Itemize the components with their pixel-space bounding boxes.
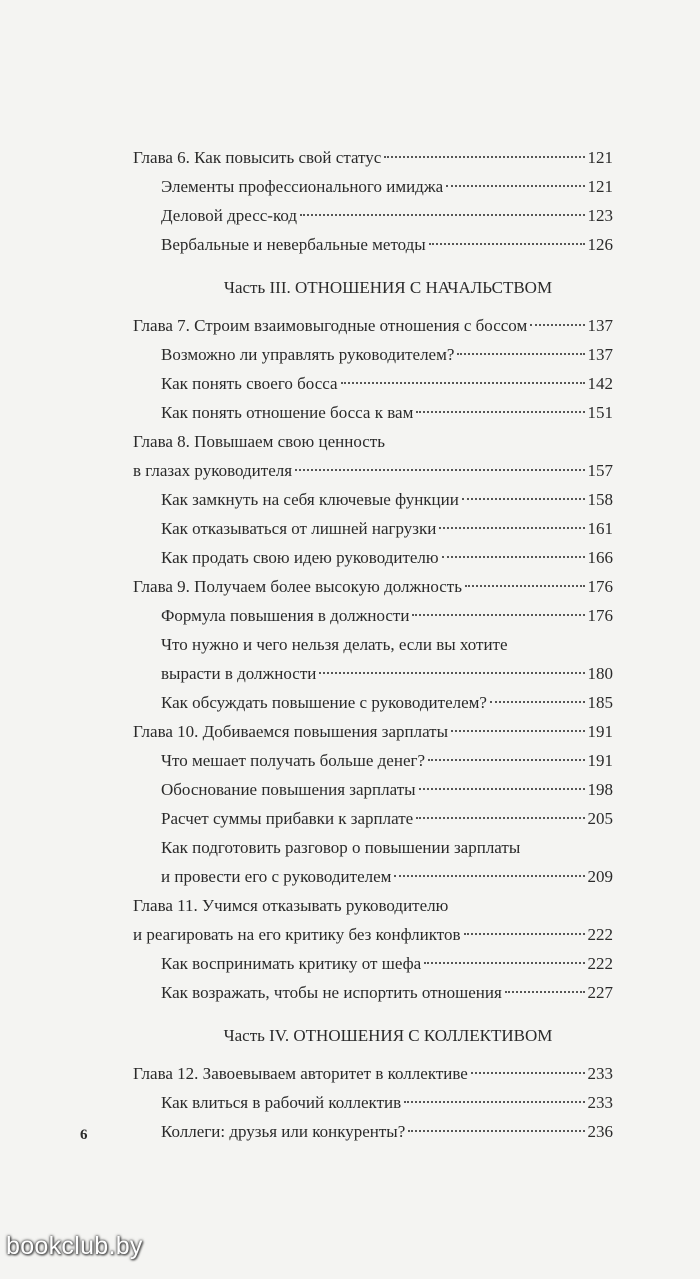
- dot-leader: [490, 701, 585, 703]
- toc-entry-title: Глава 7. Строим взаимовыгодные отношения с боссом: [133, 316, 528, 335]
- toc-entry-title: и реагировать на его критику без конфликтов: [133, 925, 461, 944]
- toc-subentry: [133, 978, 613, 1007]
- dot-leader: [429, 243, 585, 245]
- toc-entry-title: Как продать свою идею руководителю: [161, 548, 439, 567]
- part-heading: Часть III. ОТНОШЕНИЯ С НАЧАЛЬСТВОМ: [223, 278, 553, 297]
- toc-entry-title: Вербальные и невербальные методы: [161, 235, 426, 254]
- dot-leader: [416, 411, 584, 413]
- dot-leader: [451, 730, 584, 732]
- toc-entry-title: и провести его с руководителем: [161, 867, 392, 886]
- toc-chapter-entry: [133, 1059, 613, 1088]
- toc-page-number: 233: [587, 1093, 613, 1112]
- toc-entry-title: в глазах руководителя: [133, 461, 293, 480]
- toc-page-number: 180: [587, 664, 613, 683]
- toc-page-number: 233: [587, 1064, 613, 1083]
- toc-entry-title: Как замкнуть на себя ключевые функции: [161, 490, 459, 509]
- toc-entry-title: Расчет суммы прибавки к зарплате: [161, 809, 414, 828]
- toc-chapter-entry: [133, 311, 613, 340]
- toc-page-number: 137: [587, 345, 613, 364]
- toc-page-number: 205: [587, 809, 613, 828]
- dot-leader: [341, 382, 585, 384]
- toc-entry-title: Коллеги: друзья или конкуренты?: [161, 1122, 406, 1141]
- toc-page-number: 151: [587, 403, 613, 422]
- toc-entry-title: Глава 12. Завоевываем авторитет в коллективе: [133, 1064, 468, 1083]
- dot-leader: [439, 527, 584, 529]
- toc-entry-title: Глава 10. Добиваемся повышения зарплаты: [133, 722, 449, 741]
- toc-subentry: [133, 543, 613, 572]
- table-of-contents: [133, 143, 613, 1146]
- toc-entry-title: Как влиться в рабочий коллектив: [161, 1093, 402, 1112]
- toc-entry-title: Как понять своего босса: [161, 374, 338, 393]
- dot-leader: [295, 469, 584, 471]
- toc-subentry: [133, 172, 613, 201]
- dot-leader: [412, 614, 584, 616]
- toc-subentry: [133, 1088, 613, 1117]
- toc-subentry: [133, 688, 613, 717]
- toc-page-number: 236: [587, 1122, 613, 1141]
- toc-chapter-entry: [133, 920, 613, 949]
- dot-leader: [394, 875, 584, 877]
- toc-subentry: [133, 398, 613, 427]
- toc-chapter-entry: [133, 717, 613, 746]
- toc-subentry: [133, 369, 613, 398]
- toc-subentry: [133, 659, 613, 688]
- toc-entry-title: вырасти в должности: [161, 664, 317, 683]
- toc-entry-title: Обоснование повышения зарплаты: [161, 780, 416, 799]
- toc-entry-title: Как понять отношение босса к вам: [161, 403, 414, 422]
- toc-entry-title: Как обсуждать повышение с руководителем?: [161, 693, 487, 712]
- toc-page-number: 126: [587, 235, 613, 254]
- dot-leader: [404, 1101, 584, 1103]
- page-number: 6: [80, 1127, 88, 1143]
- toc-page-number: 176: [587, 606, 613, 625]
- toc-entry-first-line: Глава 8. Повышаем свою ценность: [133, 432, 385, 451]
- toc-subentry: [133, 601, 613, 630]
- toc-page-number: 185: [587, 693, 613, 712]
- watermark: bookclub.by: [6, 1232, 143, 1260]
- toc-page-number: 123: [587, 206, 613, 225]
- toc-page-number: 176: [587, 577, 613, 596]
- dot-leader: [471, 1072, 585, 1074]
- toc-subentry: [133, 514, 613, 543]
- toc-entry-first-line: Что нужно и чего нельзя делать, если вы хотите: [161, 635, 508, 654]
- toc-entry-first-line: Как подготовить разговор о повышении зарплаты: [161, 838, 521, 857]
- toc-entry-title: Возможно ли управлять руководителем?: [161, 345, 455, 364]
- part-heading: Часть IV. ОТНОШЕНИЯ С КОЛЛЕКТИВОМ: [223, 1026, 553, 1045]
- toc-chapter-entry: [133, 456, 613, 485]
- toc-entry-title: Как отказываться от лишней нагрузки: [161, 519, 437, 538]
- toc-subentry: [133, 201, 613, 230]
- toc-page-number: 191: [587, 722, 613, 741]
- toc-page-number: 222: [587, 925, 613, 944]
- dot-leader: [416, 817, 584, 819]
- toc-page-number: 121: [587, 177, 613, 196]
- toc-entry-first-line: Глава 11. Учимся отказывать руководителю: [133, 896, 449, 915]
- toc-entry-title: Как воспринимать критику от шефа: [161, 954, 422, 973]
- dot-leader: [446, 185, 584, 187]
- dot-leader: [300, 214, 584, 216]
- toc-subentry: [133, 804, 613, 833]
- toc-page-number: 137: [587, 316, 613, 335]
- dot-leader: [462, 498, 585, 500]
- toc-entry-title: Формула повышения в должности: [161, 606, 410, 625]
- toc-entry-title: Что мешает получать больше денег?: [161, 751, 426, 770]
- toc-subentry: [133, 746, 613, 775]
- toc-entry-title: Глава 6. Как повысить свой статус: [133, 148, 382, 167]
- toc-page-number: 166: [587, 548, 613, 567]
- toc-page-number: 191: [587, 751, 613, 770]
- dot-leader: [319, 672, 584, 674]
- toc-page-number: 121: [587, 148, 613, 167]
- dot-leader: [530, 324, 584, 326]
- toc-entry-title: Глава 9. Получаем более высокую должность: [133, 577, 462, 596]
- dot-leader: [457, 353, 584, 355]
- dot-leader: [384, 156, 584, 158]
- dot-leader: [505, 991, 585, 993]
- toc-chapter-entry: [133, 143, 613, 172]
- toc-chapter-entry: [133, 572, 613, 601]
- toc-subentry: [133, 949, 613, 978]
- toc-subentry: [133, 775, 613, 804]
- toc-entry-title: Элементы профессионального имиджа: [161, 177, 444, 196]
- dot-leader: [408, 1130, 584, 1132]
- toc-page-number: 227: [587, 983, 613, 1002]
- toc-page-number: 157: [587, 461, 613, 480]
- toc-page-number: 209: [587, 867, 613, 886]
- dot-leader: [442, 556, 585, 558]
- toc-subentry: [133, 340, 613, 369]
- toc-page-number: 158: [587, 490, 613, 509]
- toc-page-number: 222: [587, 954, 613, 973]
- toc-subentry: [133, 485, 613, 514]
- dot-leader: [465, 585, 585, 587]
- toc-subentry: [133, 1117, 613, 1146]
- toc-page-number: 161: [587, 519, 613, 538]
- toc-subentry: [133, 230, 613, 259]
- dot-leader: [464, 933, 585, 935]
- toc-subentry: [133, 862, 613, 891]
- dot-leader: [428, 759, 584, 761]
- dot-leader: [419, 788, 585, 790]
- toc-entry-title: Деловой дресс-код: [161, 206, 298, 225]
- toc-page-number: 142: [587, 374, 613, 393]
- toc-entry-title: Как возражать, чтобы не испортить отношения: [161, 983, 502, 1002]
- toc-page-number: 198: [587, 780, 613, 799]
- dot-leader: [424, 962, 584, 964]
